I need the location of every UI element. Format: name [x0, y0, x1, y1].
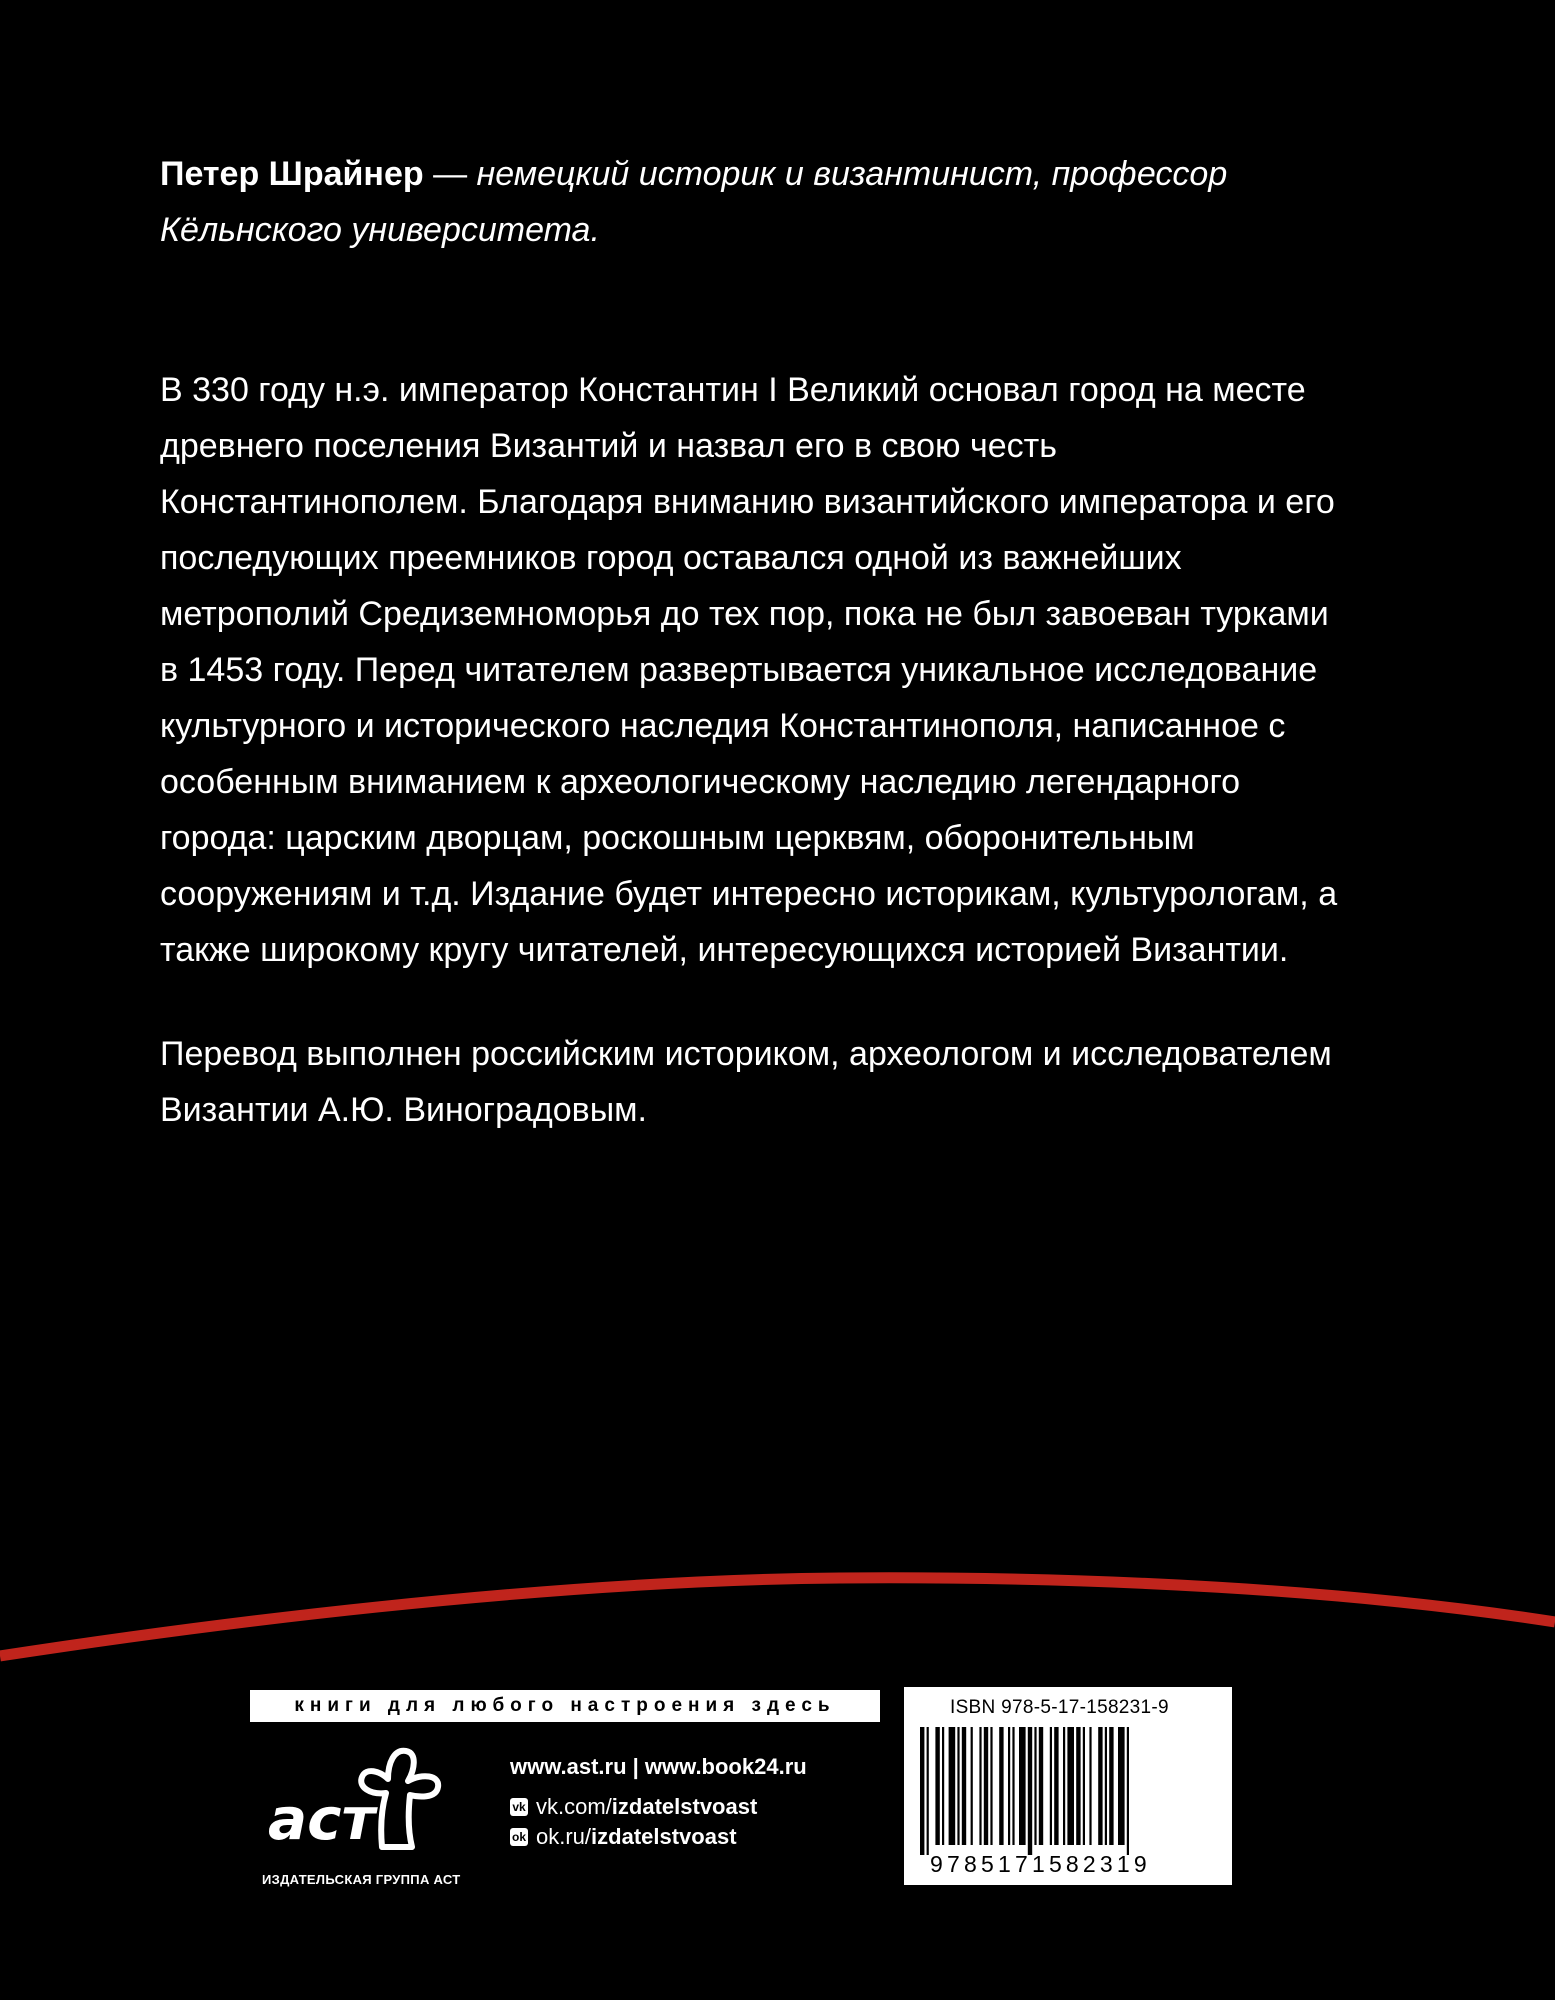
barcode-bar: [1039, 1727, 1043, 1845]
vk-link[interactable]: [510, 1792, 807, 1822]
ok-icon: ok: [511, 1830, 526, 1844]
barcode-bar: [971, 1727, 973, 1845]
barcode-bar: [1012, 1727, 1014, 1845]
barcode-bar: [1076, 1727, 1080, 1845]
barcode-bar: [942, 1727, 944, 1845]
barcode-bar: [920, 1727, 924, 1855]
slogan-banner: книги для любого настроения здесь: [250, 1690, 880, 1722]
website-links[interactable]: www.ast.ru | www.book24.ru: [510, 1754, 807, 1779]
barcode-bar: [1019, 1727, 1026, 1845]
barcode-bar: [990, 1727, 992, 1845]
barcode-bar: [999, 1727, 1003, 1845]
barcode-bar: [1105, 1727, 1107, 1845]
author-description: немецкий историк и византинист, профессор Кёльнского университета.: [160, 155, 1228, 249]
barcode-bar: [1118, 1727, 1125, 1845]
barcode-bar: [962, 1727, 966, 1845]
book-description: В 330 году н.э. император Константин I Великий основал город на месте древнего поселения Византий и назвал его в свою честь Константинополем. Благодаря вниманию византийского императора и его последующих преемников город оставался одной из важнейших метрополий Средиземноморья до тех пор, пока не был завоеван турками в 1453 году. Перед читателем развертывается уникальное исследование культурного и исторического наследия Константинополя, написанное с особенным вниманием к археологическому наследию легендарного города: царским дворцам, роскошным церквям, оборонительным сооружениям и т.д. Издание будет интересно историкам, культурологам, а также широкому кругу читателей, интересующихся историей Византии.: [160, 371, 1338, 969]
author-dash: —: [423, 155, 477, 193]
barcode-block: [904, 1687, 1232, 1885]
author-bio: [160, 146, 1340, 258]
barcode-bar: [1127, 1727, 1129, 1855]
barcode-bar: [979, 1727, 981, 1845]
ok-handle: izdatelstvoast: [591, 1824, 737, 1849]
barcode-bar: [1054, 1727, 1058, 1845]
barcode-bar: [1028, 1727, 1032, 1855]
red-wave-divider: [0, 1540, 1555, 1680]
vk-handle: izdatelstvoast: [611, 1794, 758, 1819]
barcode-bars: [914, 1727, 1222, 1855]
barcode-bar: [1083, 1727, 1085, 1845]
ok-prefix: ok.ru/: [536, 1824, 592, 1849]
isbn-text: ISBN 978-5-17-158231-9: [950, 1697, 1169, 1718]
barcode-bar: [957, 1727, 959, 1845]
barcode-bar: [1063, 1727, 1065, 1845]
publisher-links: [510, 1752, 807, 1852]
vk-icon: vk: [510, 1798, 528, 1816]
barcode-bar: [1034, 1727, 1036, 1845]
ean-digits: 9785171582319: [930, 1851, 1151, 1877]
barcode-bar: [949, 1727, 956, 1845]
logo-text: аст: [268, 1785, 376, 1853]
author-name: Петер Шрайнер: [160, 155, 424, 193]
barcode-bar: [1089, 1727, 1091, 1845]
translation-note: Перевод выполнен российским историком, археологом и исследователем Византии А.Ю. Виноградовым.: [160, 1035, 1332, 1129]
barcode-bar: [1008, 1727, 1010, 1845]
ast-logo: [262, 1735, 462, 1865]
barcode-bar: [1098, 1727, 1102, 1845]
barcode-bar: [984, 1727, 988, 1845]
vk-prefix: vk.com/: [536, 1794, 612, 1819]
barcode-bar: [927, 1727, 929, 1855]
barcode-bar: [1067, 1727, 1074, 1845]
barcode-bar: [1050, 1727, 1052, 1845]
barcode-bar: [1109, 1727, 1113, 1845]
ok-link[interactable]: [510, 1822, 807, 1852]
publisher-caption: ИЗДАТЕЛЬСКАЯ ГРУППА АСТ: [262, 1872, 461, 1887]
barcode-bar: [935, 1727, 939, 1845]
